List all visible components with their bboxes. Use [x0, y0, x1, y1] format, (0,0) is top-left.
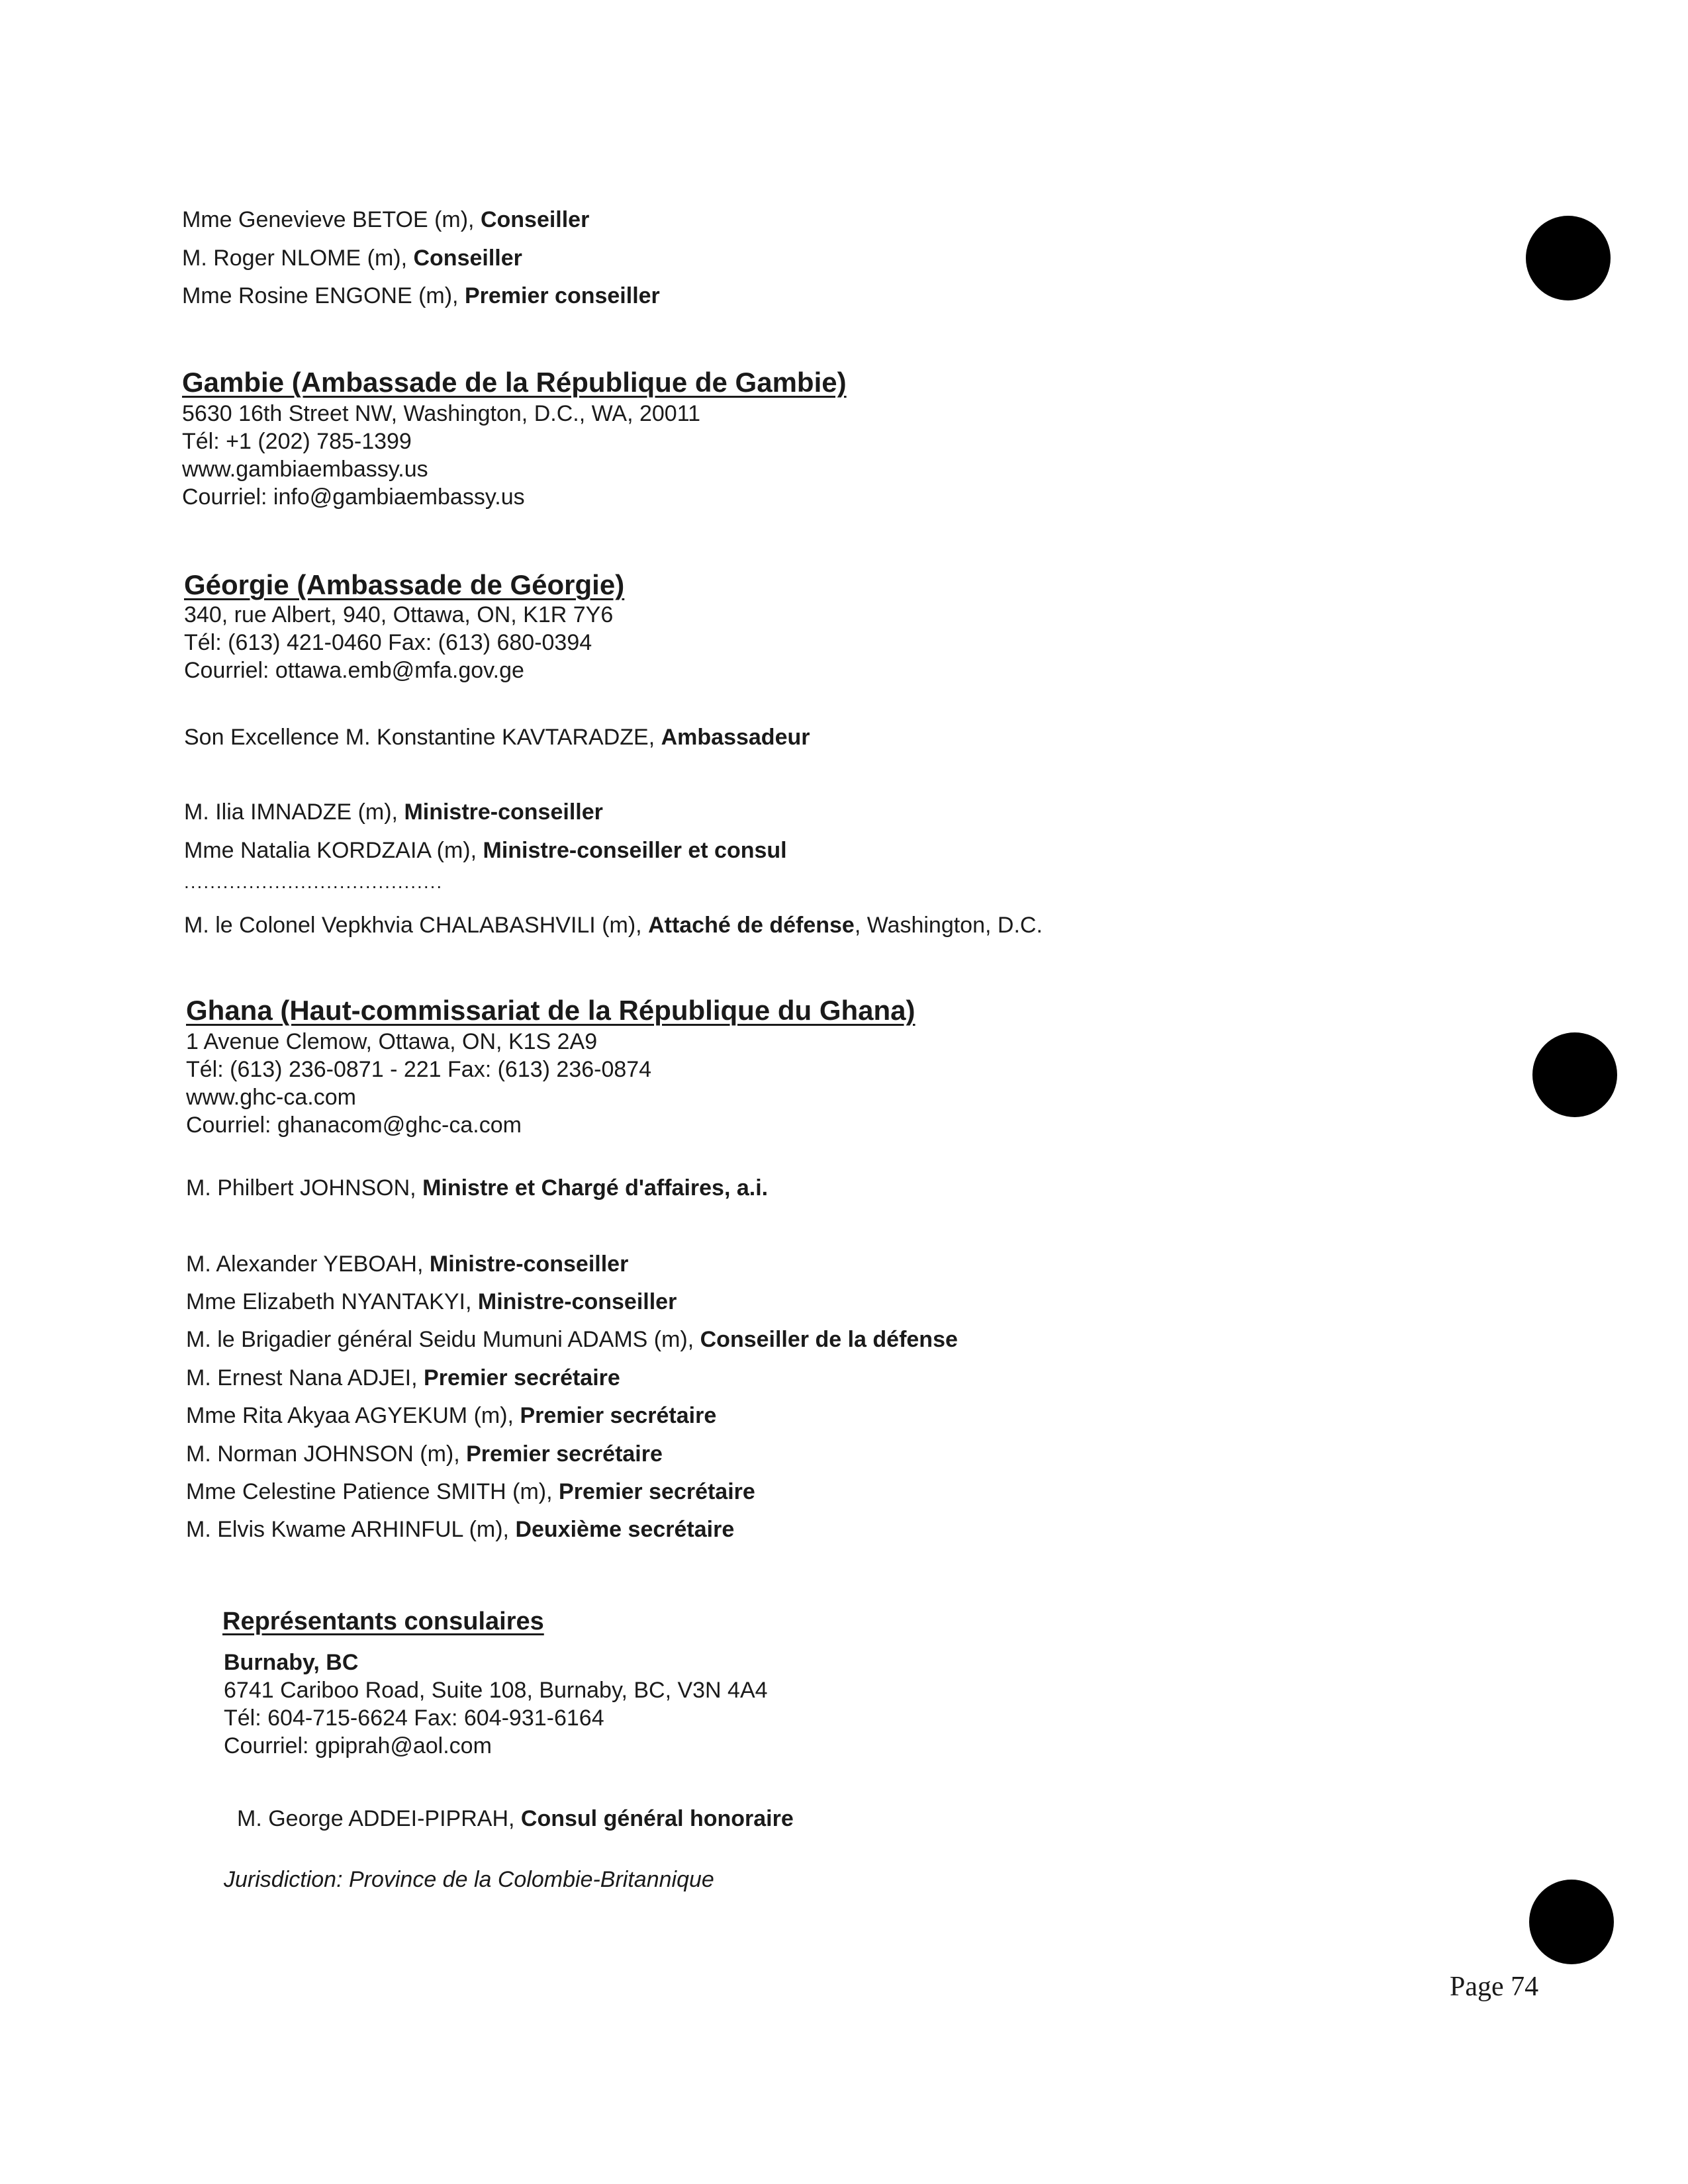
- person-role: Premier secrétaire: [466, 1441, 663, 1467]
- email-line: Courriel: info@gambiaembassy.us: [182, 484, 525, 510]
- person-role: Conseiller: [480, 207, 590, 232]
- consul-entry: [237, 1805, 794, 1832]
- page-number: Page 74: [1450, 1972, 1539, 2002]
- address-line: 340, rue Albert, 940, Ottawa, ON, K1R 7Y6: [184, 602, 614, 627]
- dotted-separator: ........................................: [184, 872, 444, 892]
- person-entry: [186, 1441, 663, 1467]
- phone-line: Tél: (613) 236-0871 - 221 Fax: (613) 236-0874: [186, 1057, 652, 1082]
- website-line: www.ghc-ca.com: [186, 1085, 356, 1110]
- person-name: Mme Elizabeth NYANTAKYI,: [186, 1289, 478, 1314]
- consular-heading: Représentants consulaires: [222, 1608, 544, 1635]
- person-role: Premier secrétaire: [559, 1479, 755, 1504]
- jurisdiction-note: Jurisdiction: Province de la Colombie-Britannique: [224, 1867, 714, 1892]
- person-entry: [184, 799, 603, 825]
- person-entry: [186, 1289, 677, 1315]
- person-role: Premier secrétaire: [424, 1365, 620, 1390]
- person-entry: [186, 1479, 755, 1505]
- person-name: Mme Rita Akyaa AGYEKUM (m),: [186, 1403, 520, 1428]
- person-entry: [184, 837, 787, 864]
- person-name: M. Philbert JOHNSON,: [186, 1175, 423, 1201]
- person-name: M. le Brigadier général Seidu Mumuni ADAMS (m),: [186, 1327, 700, 1352]
- website-line: www.gambiaembassy.us: [182, 457, 428, 482]
- person-role: Deuxième secrétaire: [515, 1517, 735, 1542]
- person-role: Ministre-conseiller: [429, 1251, 629, 1277]
- punch-hole: [1526, 216, 1611, 300]
- section-heading-georgie: Géorgie (Ambassade de Géorgie): [184, 569, 625, 600]
- person-name: M. Ernest Nana ADJEI,: [186, 1365, 424, 1390]
- person-role: Conseiller: [413, 246, 522, 271]
- email-line: Courriel: gpiprah@aol.com: [224, 1733, 492, 1758]
- person-entry: [186, 1516, 734, 1543]
- head-of-mission: [186, 1175, 768, 1201]
- person-name: M. Norman JOHNSON (m),: [186, 1441, 467, 1467]
- person-role: Consul général honoraire: [520, 1806, 794, 1831]
- person-name: M. Roger NLOME (m),: [182, 246, 414, 271]
- person-name: Mme Natalia KORDZAIA (m),: [184, 838, 483, 863]
- consular-address-block: [224, 1649, 768, 1760]
- head-of-mission: [184, 724, 810, 751]
- person-entry: [186, 1326, 958, 1353]
- person-name: Mme Rosine ENGONE (m),: [182, 283, 465, 308]
- person-entry: [182, 283, 660, 309]
- person-name: Mme Celestine Patience SMITH (m),: [186, 1479, 559, 1504]
- person-name: Mme Genevieve BETOE (m),: [182, 207, 481, 232]
- punch-hole: [1529, 1880, 1614, 1964]
- person-name: M. Elvis Kwame ARHINFUL (m),: [186, 1517, 516, 1542]
- email-line: Courriel: ottawa.emb@mfa.gov.ge: [184, 658, 524, 683]
- punch-hole: [1532, 1032, 1617, 1117]
- person-name: Son Excellence M. Konstantine KAVTARADZE,: [184, 725, 661, 750]
- person-entry: [186, 1251, 628, 1277]
- person-entry: [186, 1402, 716, 1429]
- person-entry: [184, 912, 1043, 938]
- phone-line: Tél: (613) 421-0460 Fax: (613) 680-0394: [184, 630, 592, 655]
- person-location: , Washington, D.C.: [854, 913, 1043, 938]
- person-role: Ministre-conseiller: [404, 799, 603, 825]
- person-role: Premier conseiller: [464, 283, 660, 308]
- section-heading-gambie: Gambie (Ambassade de la République de Gambie): [182, 367, 847, 398]
- phone-line: Tél: 604-715-6624 Fax: 604-931-6164: [224, 1706, 604, 1731]
- person-entry: [186, 1365, 620, 1391]
- person-role: Attaché de défense: [648, 913, 855, 938]
- address-block-georgie: [184, 601, 613, 684]
- phone-line: Tél: +1 (202) 785-1399: [182, 429, 412, 454]
- person-role: Ministre-conseiller: [477, 1289, 677, 1314]
- email-line: Courriel: ghanacom@ghc-ca.com: [186, 1113, 522, 1138]
- person-role: Conseiller de la défense: [700, 1327, 958, 1352]
- person-name: M. George ADDEI-PIPRAH,: [237, 1806, 521, 1831]
- consular-city: Burnaby, BC: [224, 1650, 359, 1675]
- address-line: 5630 16th Street NW, Washington, D.C., WA, 20011: [182, 401, 701, 426]
- address-line: 6741 Cariboo Road, Suite 108, Burnaby, BC, V3N 4A4: [224, 1678, 768, 1703]
- person-name: M. Ilia IMNADZE (m),: [184, 799, 404, 825]
- person-role: Ambassadeur: [661, 725, 810, 750]
- person-role: Premier secrétaire: [520, 1403, 717, 1428]
- address-block-gambie: [182, 400, 700, 511]
- person-name: M. le Colonel Vepkhvia CHALABASHVILI (m),: [184, 913, 649, 938]
- address-line: 1 Avenue Clemow, Ottawa, ON, K1S 2A9: [186, 1029, 598, 1054]
- person-name: M. Alexander YEBOAH,: [186, 1251, 430, 1277]
- section-heading-ghana: Ghana (Haut-commissariat de la République du Ghana): [186, 995, 915, 1026]
- person-role: Ministre-conseiller et consul: [483, 838, 787, 863]
- person-role: Ministre et Chargé d'affaires, a.i.: [422, 1175, 769, 1201]
- person-entry: [182, 245, 522, 271]
- person-entry: [182, 206, 589, 233]
- address-block-ghana: [186, 1028, 651, 1139]
